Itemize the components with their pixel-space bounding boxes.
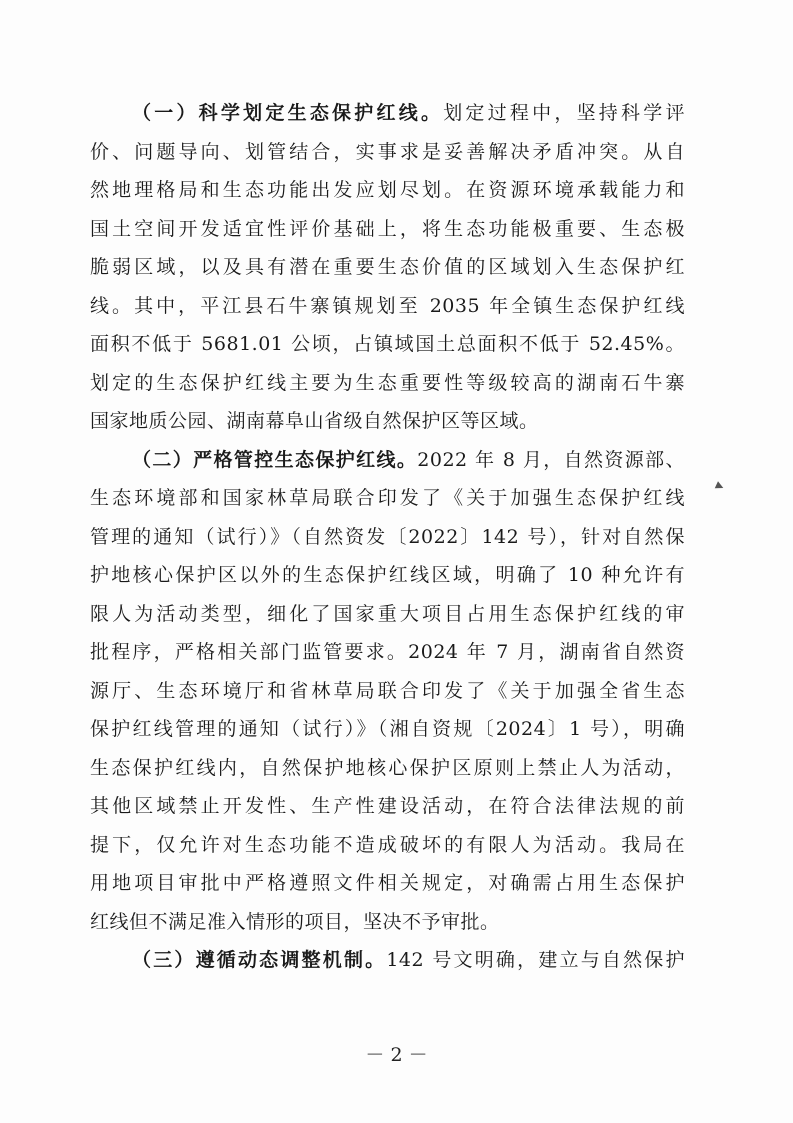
paragraph-line [90, 98, 685, 128]
paragraph-line: 国家地质公园、湖南幕阜山省级自然保护区等区域。 [90, 410, 539, 432]
text-run: 142 号文明确，建立与自然保护 [386, 949, 685, 971]
paragraph-line: 线。其中，平江县石牛寨镇规划至 2035 年全镇生态保护红线 [90, 294, 685, 317]
paragraph-line: 红线但不满足准入情形的项目，坚决不予审批。 [90, 910, 500, 933]
paragraph-line: 管理的通知（试行）》（自然资发〔2022〕142 号），针对自然保 [90, 525, 685, 548]
body-text [90, 98, 685, 984]
text-run: 划定过程中，坚持科学评 [443, 102, 685, 124]
page-number: － 2 － [365, 1044, 428, 1066]
paragraph-line: 批程序，严格相关部门监管要求。2024 年 7 月，湖南省自然资 [90, 641, 685, 663]
section-heading: （二）严格管控生态保护红线。 [132, 448, 418, 471]
paragraph-line: 保护红线管理的通知（试行）》（湘自资规〔2024〕1 号），明确 [90, 718, 685, 740]
section-heading: （一）科学划定生态保护红线。 [132, 102, 444, 124]
text-run: 2022 年 8 月，自然资源部、 [417, 448, 685, 471]
paragraph-line: 提下，仅允许对生态功能不造成破坏的有限人为活动。我局在 [90, 833, 685, 856]
paragraph-line [90, 445, 685, 475]
paragraph-line: 其他区域禁止开发性、生产性建设活动，在符合法律法规的前 [90, 795, 685, 817]
paragraph-line: 生态环境部和国家林草局联合印发了《关于加强生态保护红线 [90, 487, 685, 509]
paragraph-line: 用地项目审批中严格遵照文件相关规定，对确需占用生态保护 [90, 872, 685, 894]
paragraph-line: 生态保护红线内，自然保护地核心保护区原则上禁止人为活动， [90, 756, 685, 779]
paragraph-line: 面积不低于 5681.01 公顷，占镇域国土总面积不低于 52.45%。 [90, 333, 685, 355]
paragraph-line: 护地核心保护区以外的生态保护红线区域，明确了 10 种允许有 [90, 564, 685, 586]
scan-mark-icon: ▶ [714, 479, 726, 494]
section-heading: （三）遵循动态调整机制。 [132, 949, 387, 971]
paragraph-line: 源厅、生态环境厅和省林草局联合印发了《关于加强全省生态 [90, 679, 685, 702]
paragraph-line: 然地理格局和生态功能出发应划尽划。在资源环境承载能力和 [90, 179, 685, 201]
paragraph-line: 划定的生态保护红线主要为生态重要性等级较高的湖南石牛寨 [90, 371, 685, 394]
paragraph-line: 限人为活动类型，细化了国家重大项目占用生态保护红线的审 [90, 602, 685, 625]
paragraph-line: 国土空间开发适宜性评价基础上，将生态功能极重要、生态极 [90, 217, 685, 240]
paragraph-line [90, 945, 685, 975]
paragraph-line: 脆弱区域，以及具有潜在重要生态价值的区域划入生态保护红 [90, 256, 685, 278]
paragraph-line: 价、问题导向、划管结合，实事求是妥善解决矛盾冲突。从自 [90, 140, 685, 163]
